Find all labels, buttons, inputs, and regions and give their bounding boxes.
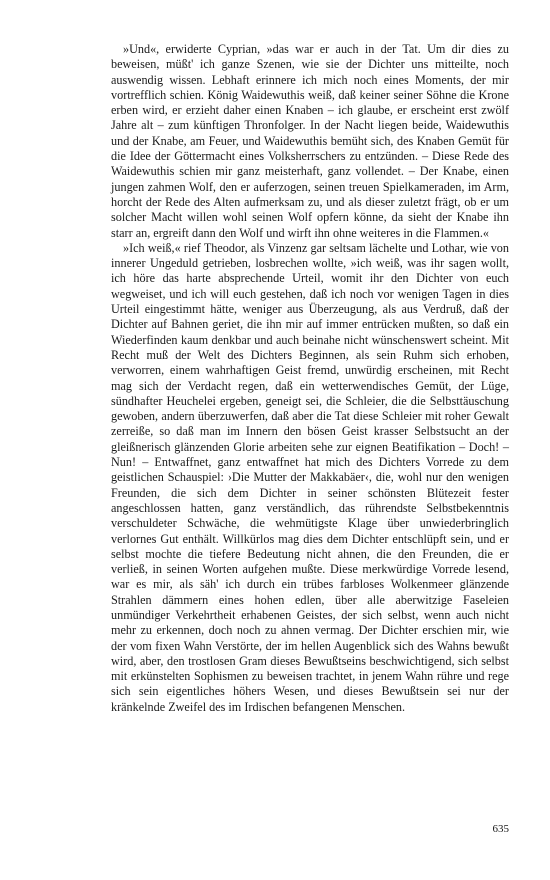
paragraph-theodor: »Ich weiß,« rief Theodor, als Vinzenz gar seltsam lächelte und Lothar, wie von innerer Ungeduld getrieben, losbrechen wollte, »ich weiß, was ihr sagen wollt, ich höre das harte absprechende Urteil, womit ihr den Dichter von euch wegweiset, und ich will euch gestehen, daß ich noch vor wenigen Tagen in dies Urteil eingestimmt hätte, weniger aus Überzeugung, als aus Verdruß, daß der Dichter auf Bahnen geriet, die ihn mir auf immer entrücken mußten, so daß ein Wiederfinden kaum denkbar und auch beinahe nicht wünschenswert scheint. Mit Recht muß der Welt des Dichters Beginnen, als sein Ruhm sich erhoben, verworren, einem wahrhaftigen Geist fremd, unwürdig erscheinen, mit Recht mag sich der Verdacht regen, daß ein wetterwendisches Gemüt, der Lüge, sündhafter Heuchelei ergeben, geneigt sei, die Schleier, die die Selbsttäuschung gewoben, andern überzuwerfen, daß aber die Tat diese Schleier mit roher Gewalt zerreiße, so daß man im Innern den bösen Geist krasser Selbstsucht an der gleißnerisch glänzenden Glorie arbeiten sehe zur eignen Beatifikation – Doch! – Nun! – Entwaffnet, ganz entwaffnet hat mich des Dichters Vorrede zu dem geistlichen Schauspiel: ›Die Mutter der Makkabäer‹, die, wohl nur den wenigen Freunden, die sich dem Dichter in seiner schönsten Blütezeit fester angeschlossen hatten, ganz verständlich, das rührendste Selbstbekenntnis verschuldeter Schwäche, die wehmütigste Klage über unwiederbringlich verlornes Gut enthält. Willkürlos mag dies dem Dichter entschlüpft sein, und er selbst mochte die tiefere Bedeutung nicht ahnen, die den Freunden, die er verließ, in seinen Worten aufgehen mußte. Diese merkwürdige Vorrede lesend, war es mir, als säh' ich durch ein trübes farbloses Wolkenmeer glänzende Strahlen dämmern eines hohen edlen, über alle aberwitzige Faseleien unmündiger Verkehrtheit erhabenen Geistes, der sich selbst, wenn auch nicht mehr zu erkennen, doch noch zu ahnen vermag. Der Dichter erschien mir, wie der vom fixen Wahn Verstörte, der im hellen Augenblick sich des Wahns bewußt wird, aber, den trostlosen Gram dieses Bewußtseins beschwichtigend, sich selbst mit erkünstelten Sophismen zu beweisen trachtet, in jenem Wahn rühre und rege sich sein eigentliches höhers Wesen, und dieses Bewußtsein sei nur der kränkelnde Zweifel des im Irdischen befangenen Menschen.: [111, 240, 509, 714]
body-text: [111, 42, 509, 715]
page-number: 635: [492, 823, 509, 835]
paragraph-cyprian: »Und«, erwiderte Cyprian, »das war er auch in der Tat. Um dir dies zu beweisen, müßt' ich ganze Szenen, wie sie der Dichter uns mitteilte, noch auswendig wissen. Lebhaft erinnere ich mich noch eines Moments, der mir vortrefflich schien. König Waidewuthis weiß, daß keiner seiner Söhne die Krone erben wird, er erzieht daher einen Knaben – ich glaube, er erscheint erst zwölf Jahre alt – zum künftigen Thronfolger. In der Nacht liegen beide, Waidewuthis und der Knabe, am Feuer, und Waidewuthis bemüht sich, des Knaben Gemüt für die Idee der Göttermacht eines Volksherrschers zu entzünden. – Diese Rede des Waidewuthis schien mir ganz meisterhaft, ganz vollendet. – Der Knabe, einen jungen zahmen Wolf, den er auferzogen, seinen treuen Spielkameraden, im Arm, horcht der Rede des Alten aufmerksam zu, und als dieser zuletzt frägt, ob er um solcher Macht willen wohl seinen Wolf opfern könne, da sieht der Knabe ihn starr an, ergreift dann den Wolf und wirft ihn ohne weiteres in die Flammen.«: [111, 42, 509, 240]
